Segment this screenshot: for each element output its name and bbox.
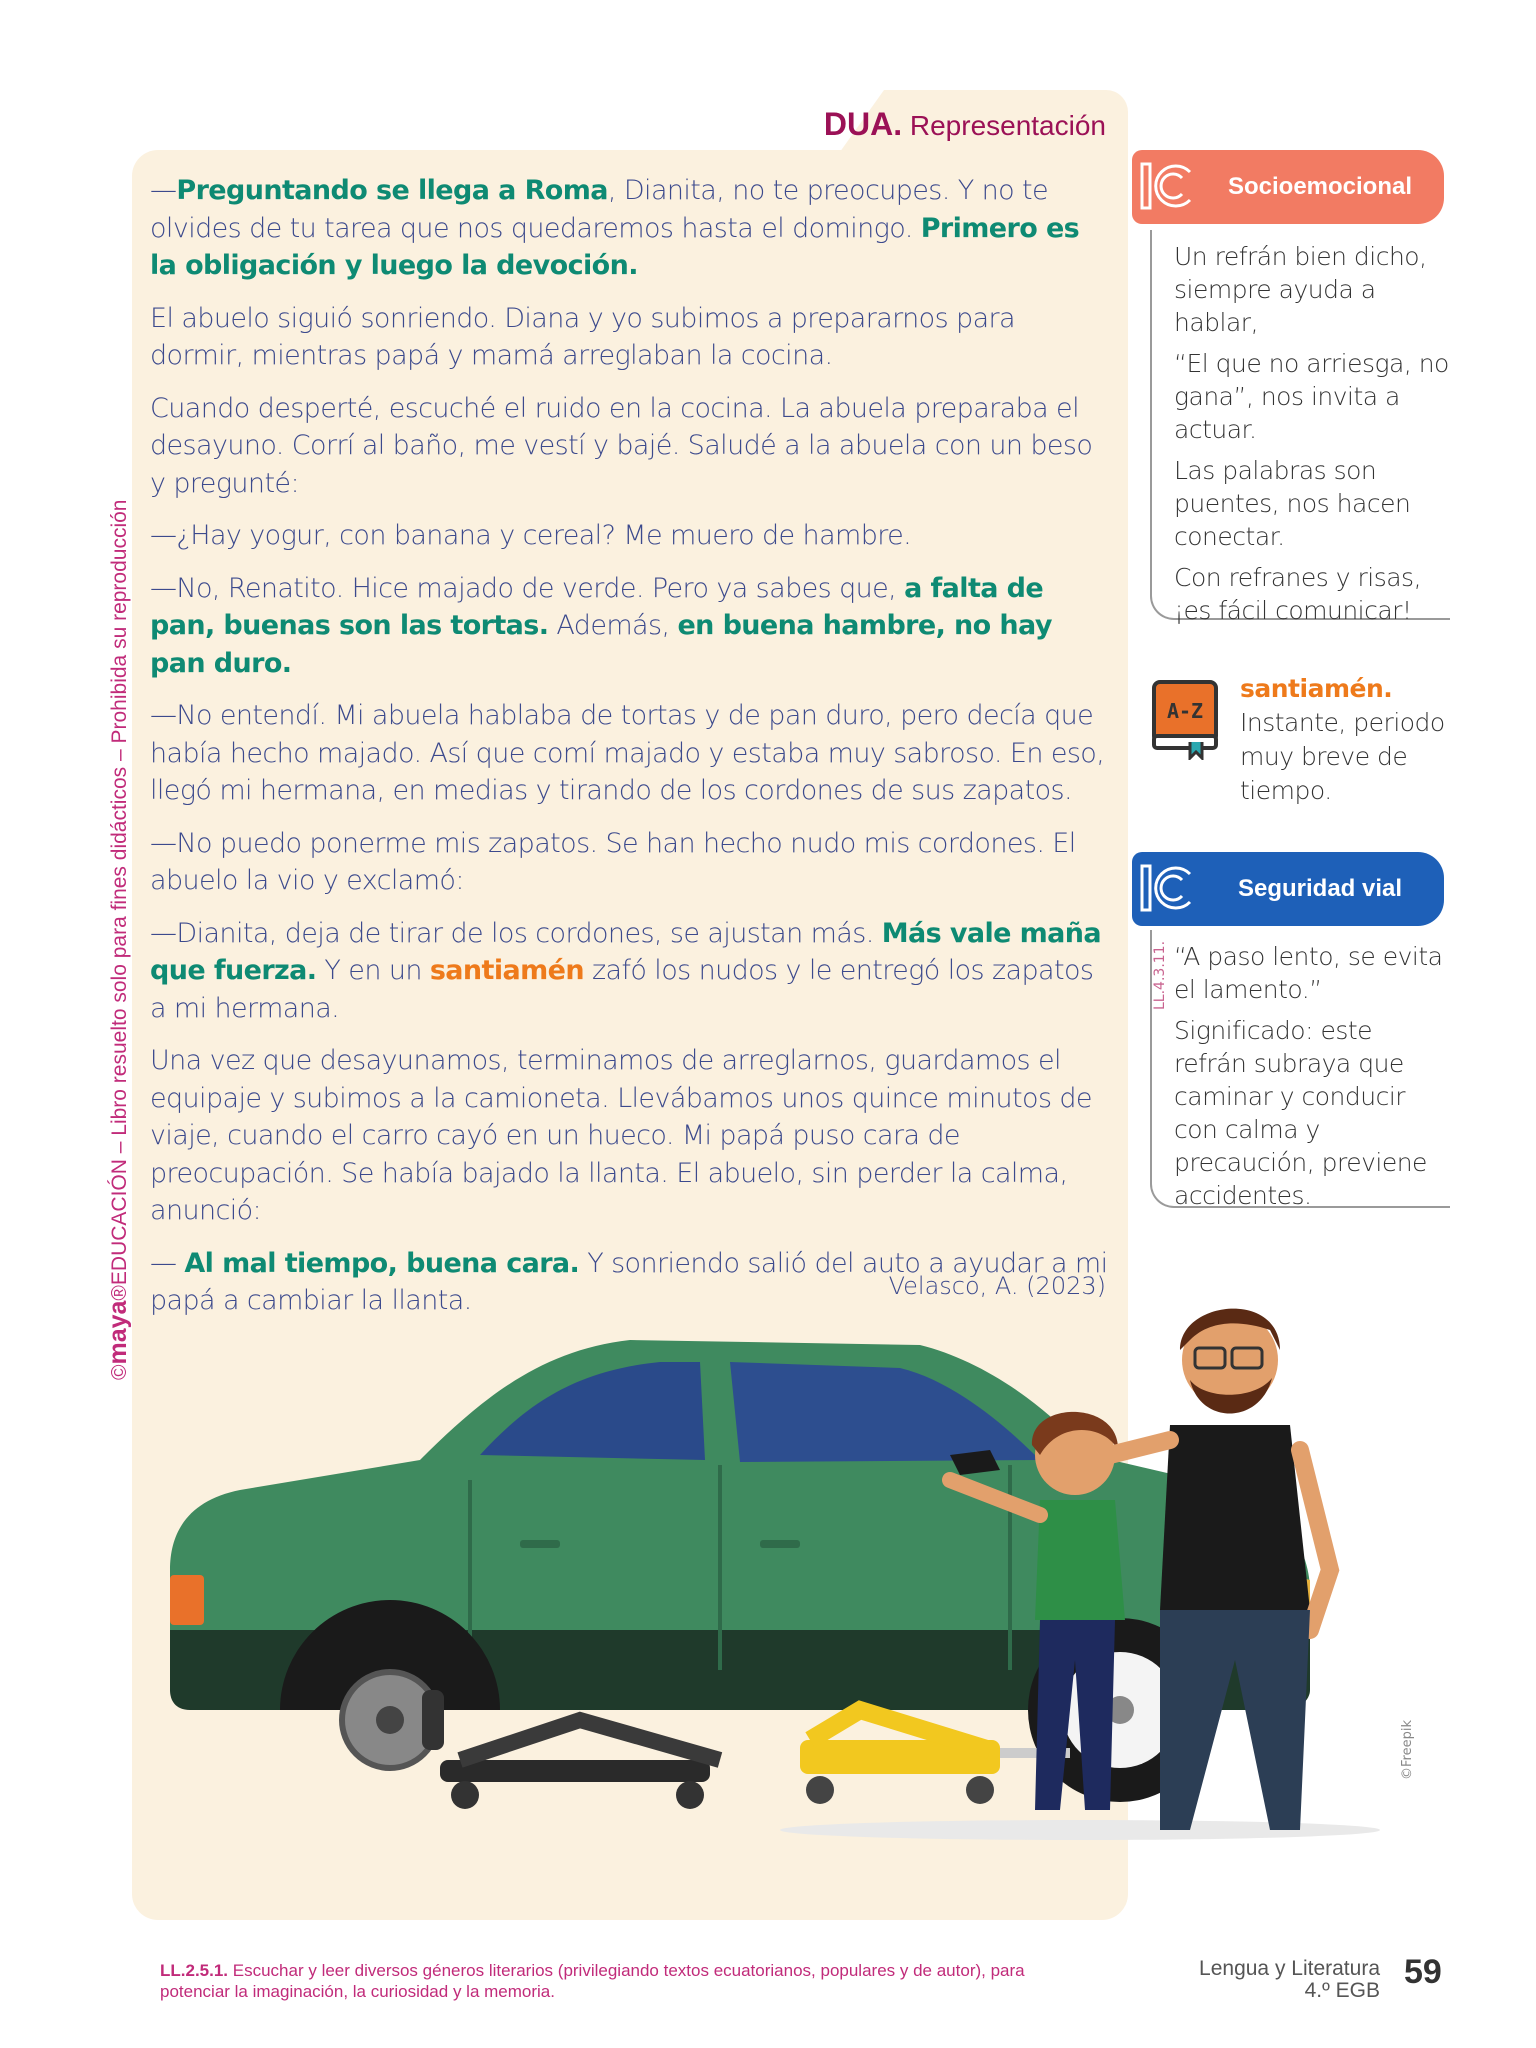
seguridad-vial-header bbox=[1132, 852, 1444, 926]
proverb-highlight: Preguntando se llega a Roma bbox=[176, 175, 608, 206]
skill-code-vertical: LL.4.3.11. bbox=[1152, 940, 1168, 1010]
proverb-highlight: Primero es la obligación y luego la devoción. bbox=[150, 212, 1080, 281]
story-paragraph-7: —No puedo ponerme mis zapatos. Se han hecho nudo mis cordones. El abuelo la vio y exclamó: bbox=[150, 827, 1076, 896]
story-paragraph-1: —Preguntando se llega a Roma, Dianita, no te preocupes. Y no te olvides de tu tarea que nos quedaremos hasta el domingo. Primero es la obligación y luego la devoción. bbox=[150, 175, 1080, 281]
proverb-meaning: Significado: este refrán subraya que caminar y conducir con calma y precaución, previene accidentes. bbox=[1174, 1016, 1427, 1210]
proverb-highlight: Al mal tiempo, buena cara. bbox=[184, 1247, 580, 1279]
glossary-term: santiamén. bbox=[1240, 674, 1393, 703]
story-paragraph-6: —No entendí. Mi abuela hablaba de tortas y de pan duro, pero decía que había hecho majado. Así que comí majado y estaba muy sabroso. En eso, llegó mi hermana, en medias y tirando de los cordones de sus zapatos. bbox=[150, 700, 1105, 806]
page-number: 59 bbox=[1404, 1953, 1442, 1991]
poem-line: Un refrán bien dicho, siempre ayuda a hablar, bbox=[1174, 242, 1427, 337]
grade-level: 4.º EGB bbox=[1304, 1979, 1380, 2002]
story-paragraph-5: —No, Renatito. Hice majado de verde. Pero ya sabes que, a falta de pan, buenas son las tortas. Además, en buena hambre, no hay pan duro. bbox=[150, 572, 1052, 679]
poem-line: Las palabras son puentes, nos hacen conectar. bbox=[1174, 456, 1411, 551]
proverb-highlight: a falta de pan, buenas son las tortas. bbox=[150, 572, 1044, 641]
dua-label: DUA. Representación bbox=[823, 106, 1106, 142]
copyright-rail: ©maya®EDUCACIÓN – Libro resuelto solo para fines didácticos – Prohibida su reproducción bbox=[104, 499, 132, 1380]
story-paragraph-8: —Dianita, deja de tirar de los cordones, se ajustan más. Más vale maña que fuerza. Y en un santiamén zafó los nudos y le entregó los zapatos a mi hermana. bbox=[150, 917, 1102, 1024]
citation: Velasco, A. (2023) bbox=[888, 1272, 1106, 1300]
story-paragraph-10: — Al mal tiempo, buena cara. Y sonriendo salió del auto a ayudar a mi papá a cambiar la llanta. bbox=[150, 1247, 1108, 1316]
socioemocional-body bbox=[1150, 230, 1450, 625]
story-text bbox=[150, 172, 1110, 1335]
subject-label bbox=[1199, 1958, 1380, 2002]
car-repair-illustration bbox=[160, 1247, 1410, 1850]
ic-logo-icon bbox=[1138, 860, 1198, 916]
story-paragraph-9: Una vez que desayunamos, terminamos de arreglarnos, guardamos el equipaje y subimos a la camioneta. Llevábamos unos quince minutos de viaje, cuando el carro cayó en un hueco. Mi papá puso cara de preocupación. Se había bajado la llanta. El abuelo, sin perder la calma, anunció: bbox=[150, 1045, 1092, 1226]
poem-line: Con refranes y risas, ¡es fácil comunicar! bbox=[1174, 563, 1422, 625]
poem-line: “El que no arriesga, no gana”, nos invita a actuar. bbox=[1174, 349, 1449, 444]
seguridad-vial-title: Seguridad vial bbox=[1237, 875, 1403, 902]
seguridad-vial-body bbox=[1150, 930, 1450, 1208]
story-paragraph-2: El abuelo siguió sonriendo. Diana y yo subimos a prepararnos para dormir, mientras papá y mamá arreglaban la cocina. bbox=[150, 302, 1015, 371]
story-paragraph-3: Cuando desperté, escuché el ruido en la cocina. La abuela preparaba el desayuno. Corrí al baño, me vestí y bajé. Saludé a la abuela con un beso y pregunté: bbox=[150, 392, 1093, 499]
glossary-definition: Instante, periodo muy breve de tiempo. bbox=[1240, 708, 1445, 805]
glossary-entry bbox=[1240, 672, 1450, 808]
socioemocional-header bbox=[1132, 150, 1444, 224]
brand-logo-text: maya bbox=[104, 1300, 132, 1365]
proverb-quote: “A paso lento, se evita el lamento.” bbox=[1174, 942, 1443, 1004]
image-credit: ©Freepik bbox=[1400, 1720, 1415, 1780]
socioemocional-title: Socioemocional bbox=[1227, 173, 1413, 200]
proverb-highlight: en buena hambre, no hay pan duro. bbox=[150, 610, 1052, 679]
ic-logo-icon bbox=[1138, 158, 1198, 214]
footer-learning-objective: LL.2.5.1. Escuchar y leer diversos géneros literarios (privilegiando textos ecuatorianos, populares y de autor), para potenciar la imaginación, la curiosidad y la memoria. bbox=[160, 1961, 1025, 2001]
dictionary-book-icon bbox=[1150, 676, 1220, 760]
glossary-term-inline: santiamén bbox=[429, 955, 584, 986]
subject-name: Lengua y Literatura bbox=[1199, 1957, 1380, 1980]
proverb-highlight: Más vale maña que fuerza. bbox=[150, 917, 1102, 986]
dictionary-icon-label: A-Z bbox=[1166, 699, 1204, 723]
story-paragraph-4: —¿Hay yogur, con banana y cereal? Me muero de hambre. bbox=[150, 520, 912, 551]
